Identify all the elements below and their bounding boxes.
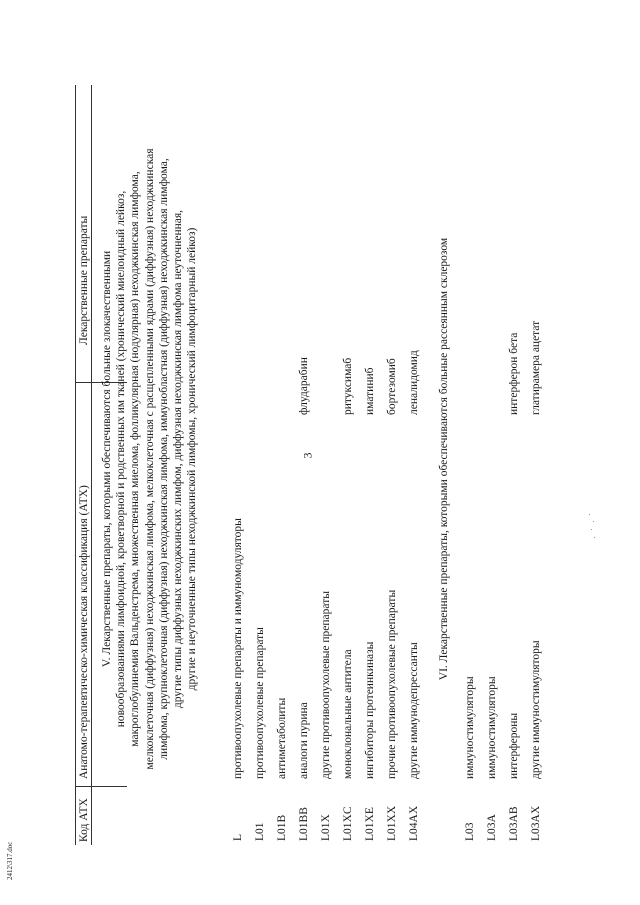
atc-group-name: другие иммуностимуляторы bbox=[530, 640, 542, 779]
atc-group-name: другие противоопухолевые препараты bbox=[320, 591, 332, 779]
atc-group-name: аналоги пурина bbox=[298, 702, 310, 779]
atc-group-name: моноклональные антитела bbox=[342, 649, 354, 779]
page-number: 3 bbox=[300, 452, 315, 459]
rotated-table-page bbox=[75, 85, 545, 845]
atc-group-name: противоопухолевые препараты bbox=[254, 627, 266, 779]
atc-code: L01XE bbox=[364, 807, 376, 841]
drug-name: интерферон бета bbox=[508, 332, 520, 415]
atc-code: L01 bbox=[254, 822, 266, 841]
atc-code: L03AX bbox=[530, 805, 542, 841]
atc-code: L01BB bbox=[298, 807, 310, 841]
atc-code: L01X bbox=[320, 814, 332, 841]
section-title-vi bbox=[437, 139, 451, 779]
atc-code: L bbox=[232, 833, 244, 841]
atc-code: L01XX bbox=[386, 805, 398, 841]
table-top-border bbox=[75, 85, 76, 845]
drug-name: флударабин bbox=[298, 357, 310, 415]
section-title-line: новообразованиями лимфоидной, кроветворной и родственных им тканей (хронический миелоидный лейкоз, bbox=[115, 190, 128, 728]
atc-code: L03AB bbox=[508, 806, 520, 841]
header-drugs: Лекарственные препараты bbox=[78, 215, 90, 345]
scan-specks bbox=[588, 512, 596, 540]
drug-name: иматиниб bbox=[364, 367, 376, 415]
atc-code: L03A bbox=[486, 814, 498, 841]
section-title-line: мелкоклеточная (диффузная) неходжкинская лимфома, мелкоклеточная с расщепленными ядрами (диффузная) неходжкинская bbox=[143, 148, 156, 770]
atc-group-name: ингибиторы протеинкиназы bbox=[364, 641, 376, 779]
atc-group-name: прочие противоопухолевые препараты bbox=[386, 589, 398, 779]
section-title-line: лимфома, крупноклеточная (диффузная) неходжкинская лимфома, иммунобластная (диффузная) неходжкинская лимфома, bbox=[157, 158, 170, 760]
section-title-line: макроглобулинемия Вальденстрема, множественная миелома, фолликулярная (нодулярная) неходжкинская лимфома, bbox=[129, 171, 142, 747]
atc-group-name: другие иммунодепрессанты bbox=[408, 642, 420, 779]
atc-group-name: иммуностимуляторы bbox=[486, 676, 498, 779]
drug-name: бортезомиб bbox=[386, 358, 398, 415]
document-reference: 2412\317.doc bbox=[6, 841, 14, 880]
section-title-line: V. Лекарственные препараты, которыми обеспечиваются больные злокачественными bbox=[101, 250, 113, 668]
atc-group-name: противоопухолевые препараты и иммуномодуляторы bbox=[232, 518, 244, 779]
atc-code: L01B bbox=[276, 814, 288, 841]
drug-name: леналидомид bbox=[408, 350, 420, 415]
section-title-line: другие типы диффузных неходжкинских лимфом, диффузная неходжкинская лимфома неуточненная, bbox=[172, 209, 185, 709]
section-title-line: VI. Лекарственные препараты, которыми обеспечиваются больные рассеянным склерозом bbox=[438, 237, 450, 681]
drug-name: ритуксимаб bbox=[342, 357, 354, 415]
header-divider bbox=[91, 85, 92, 845]
drug-name: глатирамера ацетат bbox=[530, 320, 542, 415]
header-atc-classification: Анатомо-терапевтическо-химическая классификация (АТХ) bbox=[78, 485, 90, 779]
section-title-line: другие и неуточненные типы неходжкинской лимфомы, хронический лимфоцитарный лейкоз) bbox=[186, 227, 199, 691]
header-code: Код АТХ bbox=[78, 798, 90, 842]
atc-code: L04AX bbox=[408, 805, 420, 841]
atc-code: L03 bbox=[464, 822, 476, 841]
atc-group-name: интерфероны bbox=[508, 712, 520, 779]
atc-group-name: антиметаболиты bbox=[276, 697, 288, 779]
atc-code: L01XC bbox=[342, 806, 354, 841]
section-title-v bbox=[100, 139, 199, 779]
column-divider-1 bbox=[75, 786, 127, 787]
atc-group-name: иммуностимуляторы bbox=[464, 676, 476, 779]
